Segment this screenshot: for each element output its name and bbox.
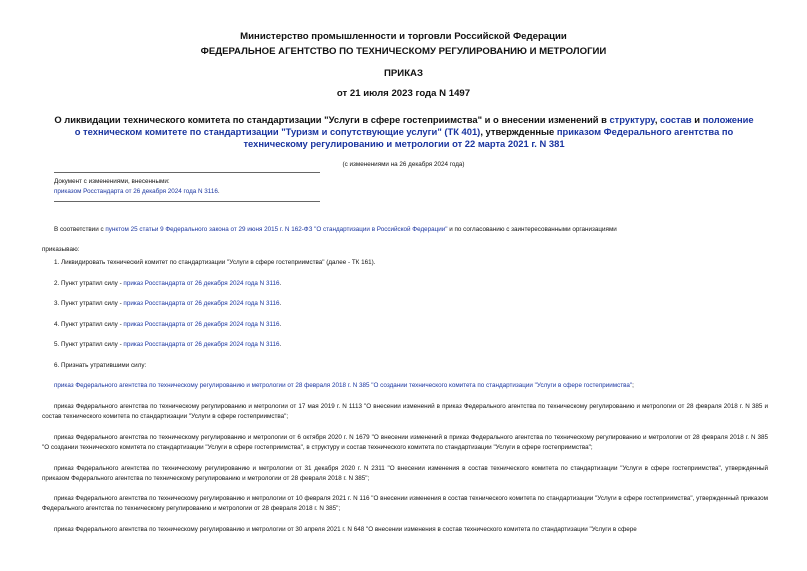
changes-box: [54, 177, 220, 197]
link-regulation[interactable]: положение о техническом комитете по стандартизации "Туризм и сопутствующие услуги" (ТК 401): [74, 114, 754, 137]
changes-end: .: [217, 188, 220, 195]
repealed-order-2: [42, 402, 768, 421]
repealed-text: приказ Федерального агентства по техническому регулированию и метрологии от 6 октября 2020 г. N 1679 "О внесении изменений в приказ Федерального агентства по техническому регулированию и метрологии от 28 февраля 2018 г. N 385 "О создании технического комитета по стандартизации "Услуги в сфере гостеприимства", в структуру и состав технического комитета по стандартизации "Услуги в сфере гостеприимства": [42, 434, 768, 451]
repealed-order-6: приказ Федерального агентства по техническому регулированию и метрологии от 30 апреля 2021 г. N 648 "О внесении изменения в состав технического комитета по стандартизации "Услуги в сфере: [54, 526, 637, 533]
item-end: .: [279, 300, 282, 307]
repeal-link[interactable]: приказ Росстандарта от 26 декабря 2024 года N 3116: [123, 280, 280, 287]
title-text: , утвержденные: [480, 126, 557, 137]
title-text: О ликвидации технического комитета по стандартизации "Услуги в сфере гостеприимства" и о внесении изменений в: [54, 114, 610, 125]
item-end: ;: [367, 474, 370, 482]
item-5: [42, 340, 768, 350]
item-3: [42, 299, 768, 309]
item-end: .: [279, 341, 282, 348]
item-text: 4. Пункт утратил силу -: [54, 321, 124, 328]
agency-name: ФЕДЕРАЛЬНОЕ АГЕНТСТВО ПО ТЕХНИЧЕСКОМУ РЕГУЛИРОВАНИЮ И МЕТРОЛОГИИ: [200, 46, 607, 57]
preamble: [42, 225, 768, 235]
preamble-text: и по согласованию с заинтересованными организациями: [447, 226, 617, 233]
link-structure[interactable]: структуру: [609, 114, 655, 125]
law-link[interactable]: пунктом 25 статьи 9 Федерального закона от 29 июня 2015 г. N 162-ФЗ "О стандартизации в Российской Федерации": [105, 226, 448, 233]
item-6: 6. Признать утратившими силу:: [54, 362, 147, 369]
repeal-link[interactable]: приказ Росстандарта от 26 декабря 2024 года N 3116: [123, 341, 280, 348]
item-end: ;: [590, 443, 593, 451]
changes-link[interactable]: приказом Росстандарта от 26 декабря 2024 года N 3116: [54, 188, 218, 195]
item-text: 5. Пункт утратил силу -: [54, 341, 124, 348]
order-word: приказываю:: [42, 246, 80, 253]
repealed-text: приказ Федерального агентства по техническому регулированию и метрологии от 31 декабря 2020 г. N 2311 "О внесении изменения в состав технического комитета по стандартизации "Услуги в сфере гостеприимства", утвержденный приказом Федерального агентства по техническому регулированию и метрологии от 28 февраля 2018 г. N 385": [42, 465, 768, 482]
document-date: от 21 июля 2023 года N 1497: [336, 88, 471, 99]
link-order-381[interactable]: приказом Федерального агентства по техническому регулированию и метрологии от 22 марта 2021 г. N 381: [243, 126, 734, 149]
repealed-order-3: [42, 433, 768, 452]
item-2: [42, 279, 768, 289]
item-end: ;: [632, 382, 634, 389]
repealed-text: приказ Федерального агентства по техническому регулированию и метрологии от 10 февраля 2021 г. N 116 "О внесении изменения в состав технического комитета по стандартизации "Услуги в сфере гостеприимства", утвержденный приказом Федерального агентства по техническому регулированию и метрологии от 28 февраля 2018 г. N 385": [42, 495, 768, 512]
preamble-text: В соответствии с: [54, 226, 106, 233]
repeal-link[interactable]: приказ Росстандарта от 26 декабря 2024 года N 3116: [123, 321, 280, 328]
repealed-link[interactable]: приказ Федерального агентства по техническому регулированию и метрологии от 28 февраля 2018 г. N 385 "О создании технического комитета по стандартизации "Услуги в сфере гостеприимства": [54, 382, 633, 389]
changes-label: Документ с изменениями, внесенными:: [54, 178, 170, 185]
repealed-order-1: [42, 381, 768, 391]
repealed-order-5: [42, 494, 768, 513]
item-1: 1. Ликвидировать технический комитет по стандартизации "Услуги в сфере гостеприимства" (далее - ТК 161).: [54, 259, 376, 266]
repealed-text: приказ Федерального агентства по техническому регулированию и метрологии от 17 мая 2019 г. N 1113 "О внесении изменений в приказ Федерального агентства по техническому регулированию и метрологии от 28 февраля 2018 г. N 385 и состав технического комитета по стандартизации "Услуги в сфере гостеприимства": [42, 403, 768, 420]
item-text: 3. Пункт утратил силу -: [54, 300, 124, 307]
item-end: .: [279, 280, 282, 287]
title-text: ,: [654, 114, 661, 125]
item-end: ;: [338, 504, 341, 512]
edition-note: (с изменениями на 26 декабря 2024 года): [342, 161, 465, 168]
ministry-name: Министерство промышленности и торговли Российской Федерации: [240, 31, 567, 42]
item-end: ;: [286, 412, 289, 420]
item-end: .: [279, 321, 282, 328]
repealed-order-4: [42, 464, 768, 483]
document-title: [54, 114, 754, 150]
document-type: ПРИКАЗ: [384, 68, 423, 79]
item-text: 2. Пункт утратил силу -: [54, 280, 124, 287]
divider: [54, 172, 320, 173]
item-4: [42, 320, 768, 330]
title-text: и: [691, 114, 703, 125]
link-composition[interactable]: состав: [660, 114, 692, 125]
divider: [54, 201, 320, 202]
repeal-link[interactable]: приказ Росстандарта от 26 декабря 2024 года N 3116: [123, 300, 280, 307]
